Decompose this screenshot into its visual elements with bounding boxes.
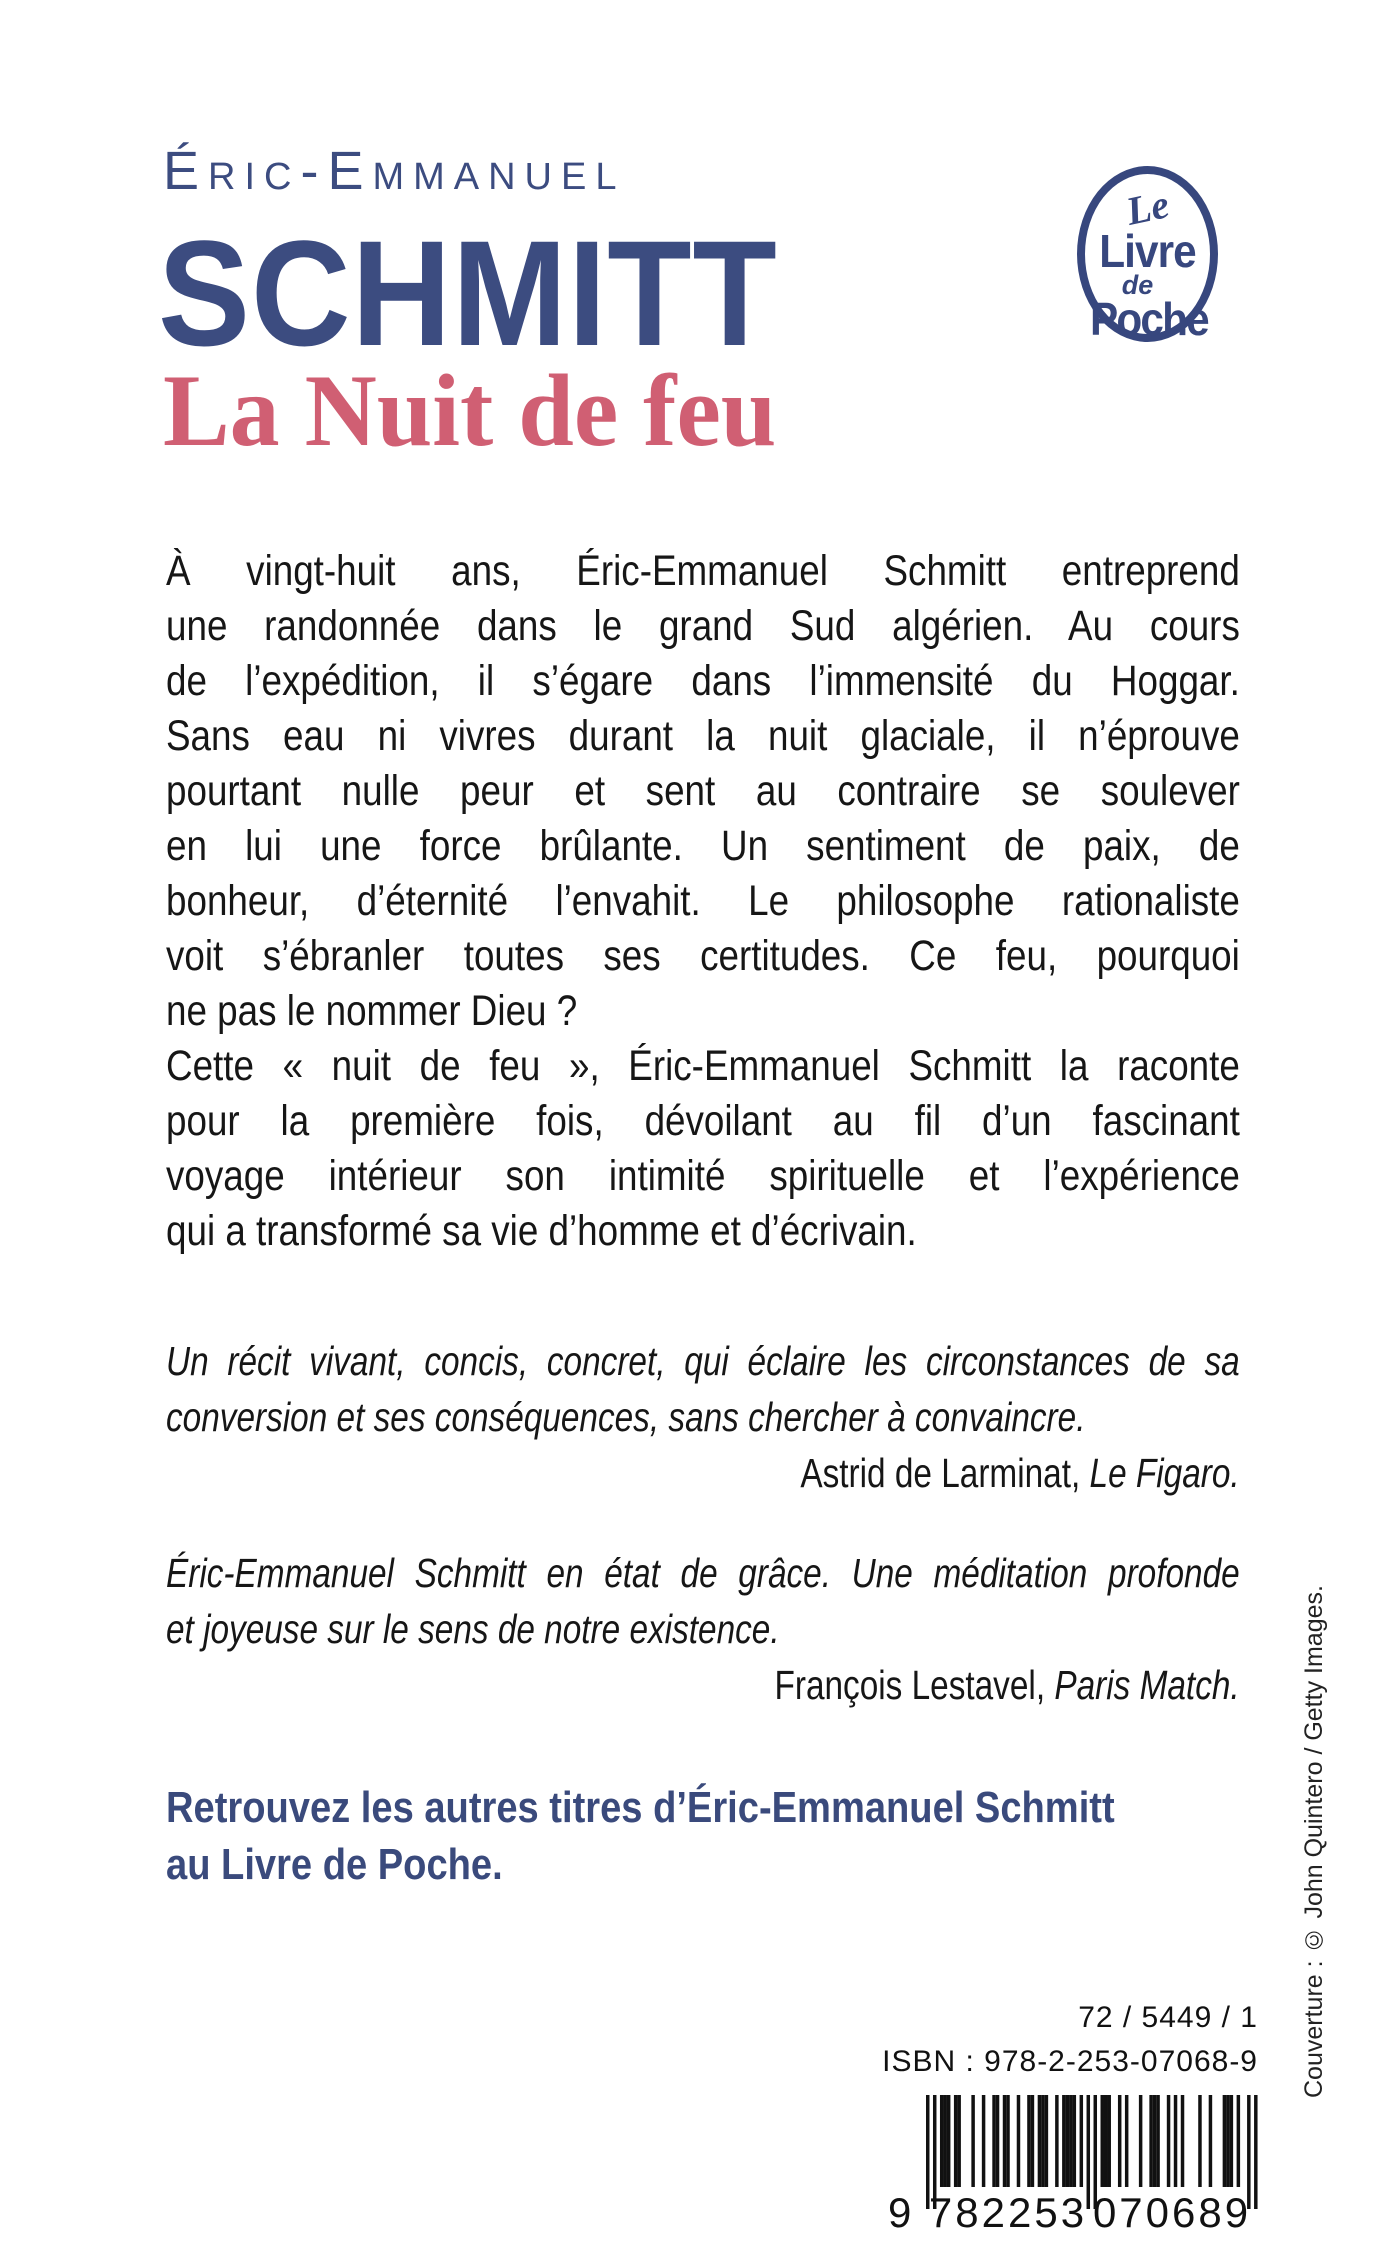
edition-code: 72 / 5449 / 1 bbox=[1078, 2001, 1258, 2034]
svg-text:782253: 782253 bbox=[928, 2189, 1088, 2233]
logo-word-livre: Livre bbox=[1099, 225, 1196, 277]
reviewer-name: François Lestavel, bbox=[774, 1662, 1055, 1708]
review-quote-line: conversion et ses conséquences, sans chercher à convaincre. bbox=[166, 1394, 1086, 1440]
synopsis-line: pour la première fois, dévoilant au fil d’un fascinant bbox=[166, 1098, 1240, 1145]
synopsis-line: À vingt-huit ans, Éric-Emmanuel Schmitt entreprend bbox=[166, 548, 1240, 595]
synopsis-line: Cette « nuit de feu », Éric-Emmanuel Schmitt la raconte bbox=[166, 1043, 1240, 1090]
svg-text:9: 9 bbox=[888, 2189, 915, 2233]
logo-word-le: Le bbox=[1122, 181, 1173, 234]
reviewer-name: Astrid de Larminat, bbox=[800, 1450, 1090, 1496]
review-source: Paris Match. bbox=[1054, 1662, 1240, 1708]
synopsis-line: voyage intérieur son intimité spirituelle et l’expérience bbox=[166, 1153, 1240, 1200]
synopsis-line: une randonnée dans le grand Sud algérien. Au cours bbox=[166, 603, 1240, 650]
synopsis-line: ne pas le nommer Dieu ? bbox=[166, 988, 578, 1035]
review-attribution bbox=[166, 1445, 1240, 1501]
synopsis-paragraph bbox=[166, 1039, 1240, 1259]
review-quote-line: Un récit vivant, concis, concret, qui éclaire les circonstances de sa bbox=[166, 1338, 1240, 1384]
footer-block bbox=[838, 2001, 1258, 2233]
svg-text:070689: 070689 bbox=[1092, 2189, 1252, 2233]
book-title: La Nuit de feu bbox=[163, 354, 777, 468]
livre-de-poche-logo bbox=[1077, 166, 1218, 345]
promo-text bbox=[166, 1779, 1240, 1893]
author-surname: SCHMITT bbox=[158, 209, 778, 377]
review-quote-line: et joyeuse sur le sens de notre existence. bbox=[166, 1606, 780, 1652]
synopsis-paragraph bbox=[166, 544, 1240, 1039]
isbn-number: ISBN : 978-2-253-07068-9 bbox=[882, 2045, 1258, 2078]
synopsis-line: pourtant nulle peur et sent au contraire se soulever bbox=[166, 768, 1240, 815]
review-attribution bbox=[166, 1657, 1240, 1713]
synopsis-line: bonheur, d’éternité l’envahit. Le philosophe rationaliste bbox=[166, 878, 1240, 925]
press-review-figaro bbox=[166, 1333, 1240, 1501]
logo-word-poche: Poche bbox=[1090, 293, 1208, 345]
promo-line: Retrouvez les autres titres d’Éric-Emmanuel Schmitt bbox=[166, 1783, 1115, 1832]
synopsis-line: qui a transformé sa vie d’homme et d’écrivain. bbox=[166, 1208, 917, 1255]
synopsis-line: Sans eau ni vivres durant la nuit glaciale, il n’éprouve bbox=[166, 713, 1240, 760]
ean13-barcode bbox=[886, 2095, 1258, 2233]
cover-credit: Couverture : © John Quintero / Getty Images. bbox=[1300, 1585, 1328, 2098]
press-review-paris-match bbox=[166, 1545, 1240, 1713]
promo-line: au Livre de Poche. bbox=[166, 1840, 503, 1889]
author-first-names: Éric-Emmanuel bbox=[163, 141, 626, 201]
review-quote-line: Éric-Emmanuel Schmitt en état de grâce. Une méditation profonde bbox=[166, 1550, 1240, 1596]
logo-word-de: de bbox=[1121, 270, 1154, 300]
synopsis-line: de l’expédition, il s’égare dans l’immensité du Hoggar. bbox=[166, 658, 1240, 705]
synopsis bbox=[166, 544, 1240, 1259]
synopsis-line: en lui une force brûlante. Un sentiment de paix, de bbox=[166, 823, 1240, 870]
synopsis-line: voit s’ébranler toutes ses certitudes. Ce feu, pourquoi bbox=[166, 933, 1240, 980]
review-source: Le Figaro. bbox=[1089, 1450, 1240, 1496]
